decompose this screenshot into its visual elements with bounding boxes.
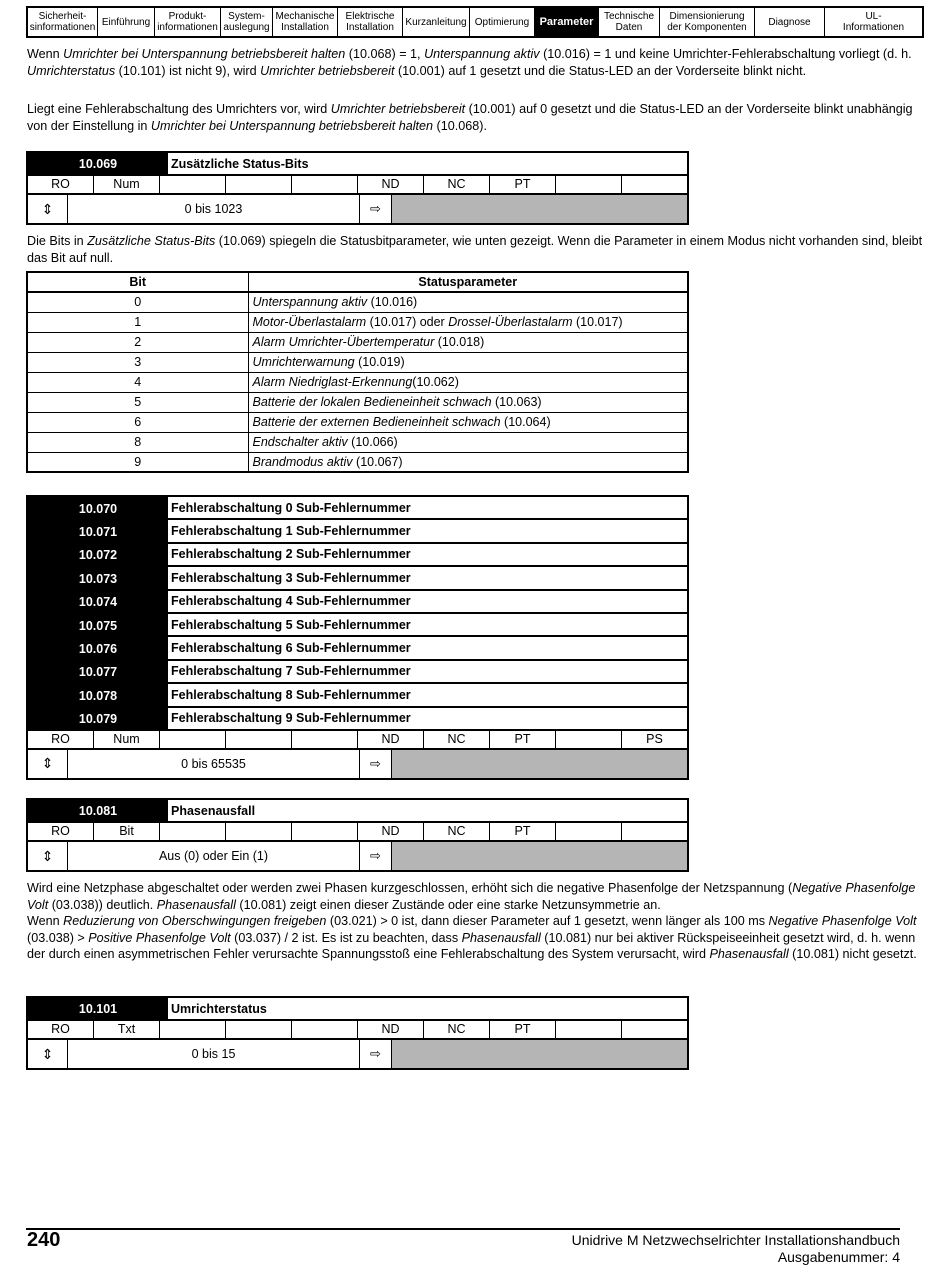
param-ref: Unterspannung aktiv (252, 295, 368, 310)
param-ref: Umrichter bei Unterspannung betriebsbereit halten (63, 47, 346, 61)
coding-cell: Num (94, 176, 160, 193)
param-header (28, 591, 687, 614)
param-number: 10.073 (28, 567, 168, 590)
text: Die Bits in (27, 234, 88, 248)
param-number: 10.078 (28, 684, 168, 707)
bit-cell: 0 (27, 292, 248, 312)
table-row (27, 372, 688, 392)
text: (03.038) > (27, 930, 89, 945)
default-arrow-icon: ⇨ (370, 201, 381, 216)
text: (10.018) (434, 335, 485, 349)
param-ref: Endschalter aktiv (252, 435, 348, 449)
coding-cell: RO (28, 1021, 94, 1038)
nav-tab-elek-installation[interactable]: Elektrische Installation (338, 8, 403, 36)
issue-number: Ausgabenummer: 4 (777, 1249, 900, 1265)
param-ref: Reduzierung von Oberschwingungen freigeben (63, 914, 327, 929)
text: (10.067) (352, 454, 403, 469)
nav-tab-sicherheit[interactable]: Sicherheit- sinformationen (28, 8, 98, 36)
coding-cell: NC (424, 176, 490, 193)
coding-cell (556, 176, 622, 193)
coding-cell: ND (358, 823, 424, 840)
column-header-statusparameter: Statusparameter (248, 272, 688, 292)
status-cell (248, 392, 688, 412)
param-range: 0 bis 65535 (68, 750, 360, 778)
param-title: Fehlerabschaltung 6 Sub-Fehlernummer (168, 637, 687, 660)
coding-cell: Txt (94, 1021, 160, 1038)
table-row (27, 412, 688, 432)
param-range-row (28, 1040, 687, 1068)
bit-cell: 9 (27, 452, 248, 472)
param-title: Fehlerabschaltung 7 Sub-Fehlernummer (168, 661, 687, 684)
coding-cell: ND (358, 731, 424, 748)
bit-cell: 3 (27, 352, 248, 372)
bit-cell: 2 (27, 332, 248, 352)
param-number: 10.072 (28, 544, 168, 567)
text: (10.066) (347, 435, 398, 449)
nav-tab-dimensionierung[interactable]: Dimensionierung der Komponenten (660, 8, 755, 36)
nav-tab-optimierung[interactable]: Optimierung (470, 8, 535, 36)
coding-cell: PT (490, 1021, 556, 1038)
coding-cell: Num (94, 731, 160, 748)
table-row (27, 332, 688, 352)
coding-cell (622, 823, 687, 840)
param-number: 10.077 (28, 661, 168, 684)
table-row (27, 352, 688, 372)
page-number: 240 (27, 1229, 61, 1251)
status-cell (248, 292, 688, 312)
param-ref: Phasenausfall (709, 947, 789, 962)
param-header (28, 153, 687, 176)
param-table-10069 (26, 151, 689, 225)
status-cell (248, 312, 688, 332)
param-title: Zusätzliche Status-Bits (171, 156, 309, 171)
param-number: 10.069 (28, 153, 168, 174)
param-range-row (28, 195, 687, 223)
param-range-row (28, 750, 687, 778)
table-row (27, 292, 688, 312)
table-row (27, 452, 688, 472)
coding-cell (292, 823, 358, 840)
text: Wenn (27, 914, 64, 929)
text: (03.037) / 2 ist. Es ist zu beachten, dass (230, 930, 462, 945)
coding-cell (226, 823, 292, 840)
coding-cell: PT (490, 176, 556, 193)
paragraph-fehlerabschaltung (27, 101, 923, 135)
text: (10.017) oder (366, 315, 449, 329)
coding-cell: ND (358, 1021, 424, 1038)
text: (10.016) = 1 und keine Umrichter-Fehlerabschaltung vorliegt (d. h. (539, 47, 912, 61)
column-header-bit: Bit (27, 272, 248, 292)
param-ref: Phasenausfall (156, 897, 236, 912)
coding-cell (160, 823, 226, 840)
param-coding-row (28, 823, 687, 842)
coding-cell (556, 823, 622, 840)
param-title: Fehlerabschaltung 5 Sub-Fehlernummer (168, 614, 687, 637)
paragraph-betriebsbereit (27, 46, 923, 80)
nav-tab-produktinfo[interactable]: Produkt- informationen (155, 8, 221, 36)
param-coding-row (28, 1021, 687, 1040)
param-coding-row (28, 176, 687, 195)
param-header (28, 998, 687, 1021)
coding-cell (226, 176, 292, 193)
table-header-row (27, 272, 688, 292)
default-value-cell (391, 842, 687, 870)
table-row (27, 312, 688, 332)
paragraph-phasenausfall (27, 880, 923, 963)
param-range: Aus (0) oder Ein (1) (68, 842, 360, 870)
param-ref: Negative Phasenfolge Volt (27, 881, 916, 912)
text: Wenn (27, 47, 64, 61)
nav-tab-systemauslegung[interactable]: System- auslegung (221, 8, 273, 36)
nav-tab-parameter[interactable]: Parameter (535, 8, 599, 36)
text: (10.001) auf 0 gesetzt und die Status-LED an der Vorderseite blinkt unabhängig von der Einstellung in (27, 102, 913, 133)
param-ref: Zusätzliche Status-Bits (87, 234, 216, 248)
param-ref: Umrichter betriebsbereit (260, 64, 395, 78)
param-range: 0 bis 1023 (68, 195, 360, 223)
param-number: 10.081 (28, 800, 168, 821)
text: Liegt eine Fehlerabschaltung des Umrichters vor, wird (27, 102, 331, 116)
param-header (28, 800, 687, 823)
footer-title (572, 1232, 900, 1266)
param-header (28, 497, 687, 520)
param-title: Umrichterstatus (171, 1001, 267, 1016)
text: (10.081) zeigt einen dieser Zustände oder eine starke Netzunsymmetrie an. (235, 897, 661, 912)
param-ref: Drossel-Überlastalarm (448, 315, 573, 329)
nav-tab-techdaten[interactable]: Technische Daten (599, 8, 660, 36)
param-ref: Batterie der lokalen Bedieneinheit schwach (252, 395, 492, 409)
default-arrow-icon: ⇨ (370, 755, 381, 771)
param-header (28, 661, 687, 684)
param-header (28, 567, 687, 590)
text: (10.081) nur bei aktiver Rückspeiseeinheit gesetzt wird, d. h. wenn der durch einen asymmetrischen Fehler verursachte Spannungsstoß eine Fehlerabschaltung des System verursacht, wird (27, 930, 916, 962)
param-title: Fehlerabschaltung 1 Sub-Fehlernummer (168, 520, 687, 543)
nav-tab-diagnose[interactable]: Diagnose (755, 8, 825, 36)
status-bit-table (26, 271, 689, 473)
param-ref: Positive Phasenfolge Volt (88, 930, 231, 945)
coding-cell: NC (424, 823, 490, 840)
text: (10.101) ist nicht 9), wird (115, 64, 261, 78)
coding-cell: RO (28, 731, 94, 748)
coding-cell: RO (28, 823, 94, 840)
nav-tab-einfuehrung[interactable]: Einführung (98, 8, 155, 36)
param-ref: Umrichterstatus (27, 64, 116, 78)
bit-cell: 8 (27, 432, 248, 452)
param-header (28, 684, 687, 707)
param-ref: Unterspannung aktiv (424, 47, 540, 61)
param-range-row (28, 842, 687, 870)
nav-tab-mech-installation[interactable]: Mechanische Installation (273, 8, 338, 36)
table-row (27, 432, 688, 452)
coding-cell: RO (28, 176, 94, 193)
param-number: 10.071 (28, 520, 168, 543)
param-ref: Alarm Umrichter-Übertemperatur (252, 335, 435, 349)
coding-cell (292, 176, 358, 193)
param-ref: Motor-Überlastalarm (252, 315, 367, 329)
param-title: Phasenausfall (171, 803, 256, 818)
text: (10.068) = 1, (345, 47, 425, 61)
bit-cell: 5 (27, 392, 248, 412)
param-ref: Umrichter betriebsbereit (330, 102, 466, 116)
coding-cell (160, 1021, 226, 1038)
coding-cell: PS (646, 731, 663, 746)
param-header (28, 520, 687, 543)
status-cell (248, 332, 688, 352)
param-header (28, 637, 687, 660)
coding-cell (622, 176, 687, 193)
param-number: 10.075 (28, 614, 168, 637)
text: (03.021) > 0 ist, dann dieser Parameter auf 1 gesetzt, wenn länger als 100 ms (326, 914, 769, 929)
default-value-cell (391, 1040, 687, 1068)
bit-cell: 4 (27, 372, 248, 392)
status-cell (248, 452, 688, 472)
text: (10.019) (354, 355, 405, 369)
status-cell (248, 412, 688, 432)
coding-cell (226, 1021, 292, 1038)
footer-divider (26, 1228, 900, 1230)
param-ref: Negative Phasenfolge Volt (768, 914, 917, 929)
param-title: Fehlerabschaltung 3 Sub-Fehlernummer (168, 567, 687, 590)
param-title: Fehlerabschaltung 8 Sub-Fehlernummer (168, 684, 687, 707)
coding-cell: PT (490, 823, 556, 840)
status-cell (248, 372, 688, 392)
range-updown-icon: ⇕ (28, 750, 68, 778)
text: (10.062) (412, 375, 459, 389)
default-arrow-icon: ⇨ (370, 848, 381, 863)
text: (10.016) (367, 295, 418, 310)
param-header (28, 544, 687, 567)
param-number: 10.079 (28, 708, 168, 731)
param-number: 10.101 (28, 998, 168, 1019)
param-table-10081 (26, 798, 689, 872)
param-range: 0 bis 15 (68, 1040, 360, 1068)
text: (10.017) (572, 315, 623, 329)
default-value-cell (391, 195, 687, 223)
bit-cell: 1 (27, 312, 248, 332)
text: (10.064) (500, 415, 551, 429)
param-ref: Umrichter bei Unterspannung betriebsbereit halten (150, 119, 434, 133)
text: (10.069) spiegeln die Statusbitparameter, wie unten gezeigt. Wenn die Parameter in einem Modus nicht vorhanden sind, bleibt das Bit auf null. (27, 234, 923, 265)
param-table-10070-10079 (26, 495, 689, 780)
table-row (27, 392, 688, 412)
coding-cell (160, 731, 226, 748)
coding-cell (292, 731, 358, 748)
text: (10.081) nicht gesetzt. (788, 947, 917, 962)
status-cell (248, 352, 688, 372)
param-ref: Batterie der externen Bedieneinheit schwach (252, 415, 501, 429)
coding-cell (556, 1021, 622, 1038)
coding-cell (292, 1021, 358, 1038)
coding-cell: Bit (94, 823, 160, 840)
text: (10.001) auf 1 gesetzt und die Status-LED an der Vorderseite blinkt nicht. (394, 64, 807, 78)
param-header (28, 708, 687, 731)
range-updown-icon: ⇕ (28, 195, 68, 223)
param-ref: Brandmodus aktiv (252, 454, 353, 469)
manual-title: Unidrive M Netzwechselrichter Installationshandbuch (571, 1232, 900, 1248)
param-number: 10.074 (28, 591, 168, 614)
param-title: Fehlerabschaltung 2 Sub-Fehlernummer (168, 544, 687, 567)
chapter-nav (26, 6, 924, 38)
param-coding-row (28, 731, 687, 750)
param-ref: Umrichterwarnung (252, 355, 355, 369)
coding-cell (556, 731, 622, 748)
param-header (28, 614, 687, 637)
text: Wird eine Netzphase abgeschaltet oder werden zwei Phasen kurzgeschlossen, erhöht sich die negative Phasenfolge der Netzspannung ( (27, 881, 793, 895)
coding-cell (622, 1021, 687, 1038)
param-table-10101 (26, 996, 689, 1070)
coding-cell (226, 731, 292, 748)
param-number: 10.070 (28, 497, 168, 520)
param-title: Fehlerabschaltung 0 Sub-Fehlernummer (168, 497, 687, 520)
param-title: Fehlerabschaltung 9 Sub-Fehlernummer (168, 708, 687, 731)
param-title: Fehlerabschaltung 4 Sub-Fehlernummer (168, 591, 687, 614)
coding-cell (160, 176, 226, 193)
default-value-cell (391, 750, 687, 778)
range-updown-icon: ⇕ (28, 842, 68, 870)
coding-cell: PT (490, 731, 556, 748)
bit-cell: 6 (27, 412, 248, 432)
paragraph-statusbits (27, 233, 923, 267)
text: (10.063) (491, 395, 542, 409)
default-arrow-icon: ⇨ (370, 1046, 381, 1061)
range-updown-icon: ⇕ (28, 1040, 68, 1068)
status-cell (248, 432, 688, 452)
coding-cell: ND (358, 176, 424, 193)
text: (10.068). (433, 119, 487, 133)
param-ref: Phasenausfall (461, 930, 541, 945)
coding-cell: NC (424, 1021, 490, 1038)
nav-tab-kurzanleitung[interactable]: Kurzanleitung (403, 8, 470, 36)
nav-tab-ul[interactable]: UL- Informationen (842, 11, 905, 33)
param-number: 10.076 (28, 637, 168, 660)
param-ref: Alarm Niedriglast-Erkennung (252, 375, 413, 389)
coding-cell: NC (424, 731, 490, 748)
text: (03.038)) deutlich. (48, 897, 157, 912)
